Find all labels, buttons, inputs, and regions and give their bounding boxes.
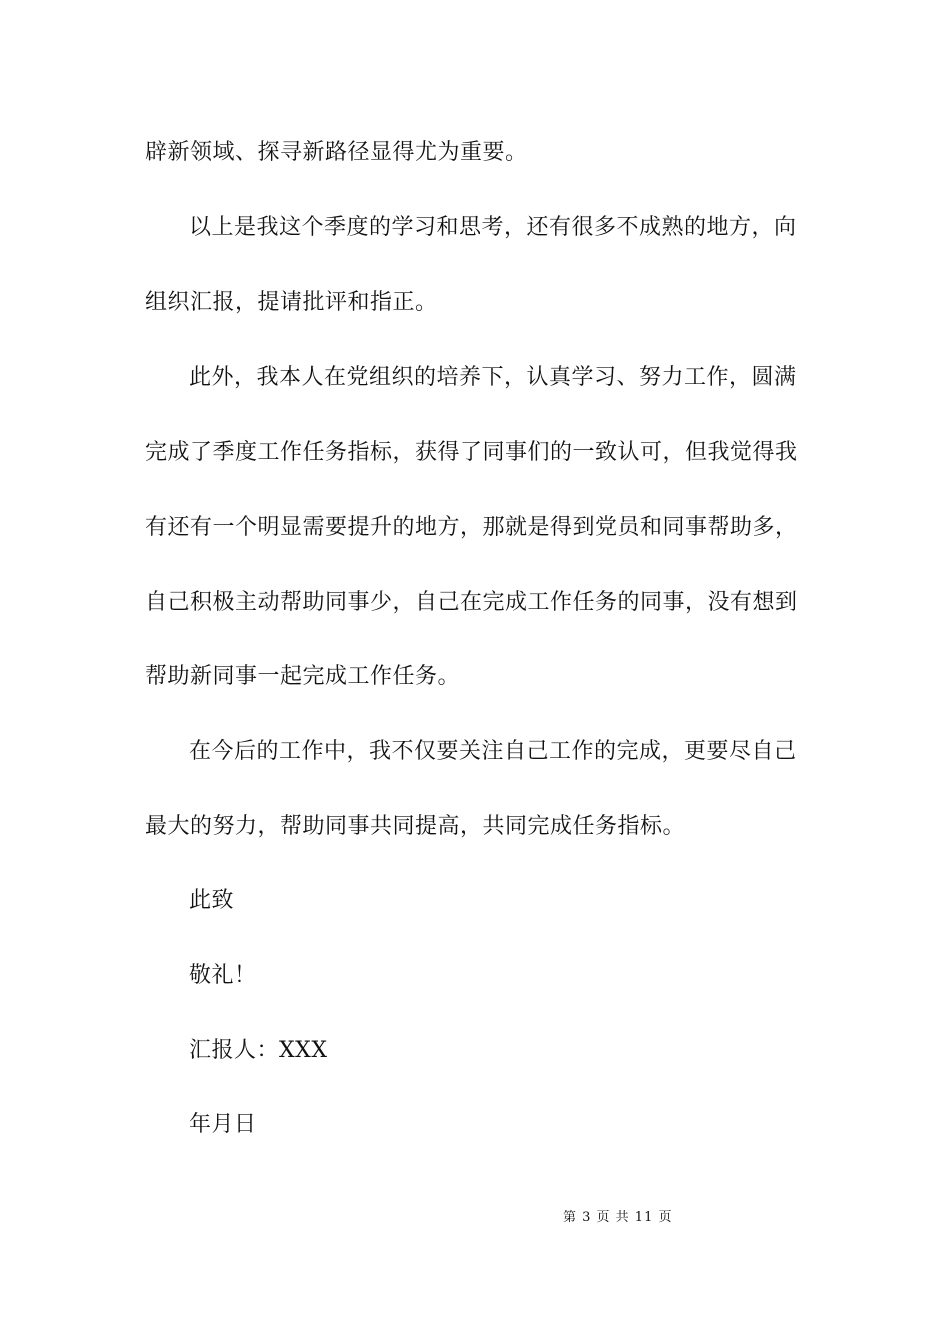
paragraph-line: 以上是我这个季度的学习和思考，还有很多不成熟的地方，向 <box>189 215 797 240</box>
paragraph-line: 自己积极主动帮助同事少，自己在完成工作任务的同事，没有想到 <box>145 590 798 615</box>
paragraph-line: 最大的努力，帮助同事共同提高，共同完成任务指标。 <box>145 814 686 839</box>
paragraph-line: 完成了季度工作任务指标，获得了同事们的一致认可，但我觉得我 <box>145 440 798 465</box>
closing-salutation: 此致 <box>189 888 235 913</box>
paragraph-line: 辟新领域、探寻新路径显得尤为重要。 <box>145 140 528 165</box>
page-number: 第 3 页 共 11 页 <box>563 1210 673 1225</box>
paragraph-line: 帮助新同事一起完成工作任务。 <box>145 664 461 689</box>
paragraph-line: 在今后的工作中，我不仅要关注自己工作的完成，更要尽自己 <box>189 739 797 764</box>
paragraph-line: 有还有一个明显需要提升的地方，那就是得到党员和同事帮助多， <box>145 515 798 540</box>
reporter-signature: 汇报人：XXX <box>189 1038 328 1063</box>
date-line: 年月日 <box>189 1112 257 1137</box>
paragraph-line: 组织汇报，提请批评和指正。 <box>145 290 438 315</box>
closing-respect: 敬礼！ <box>189 963 257 988</box>
paragraph-line: 此外，我本人在党组织的培养下，认真学习、努力工作，圆满 <box>189 365 797 390</box>
